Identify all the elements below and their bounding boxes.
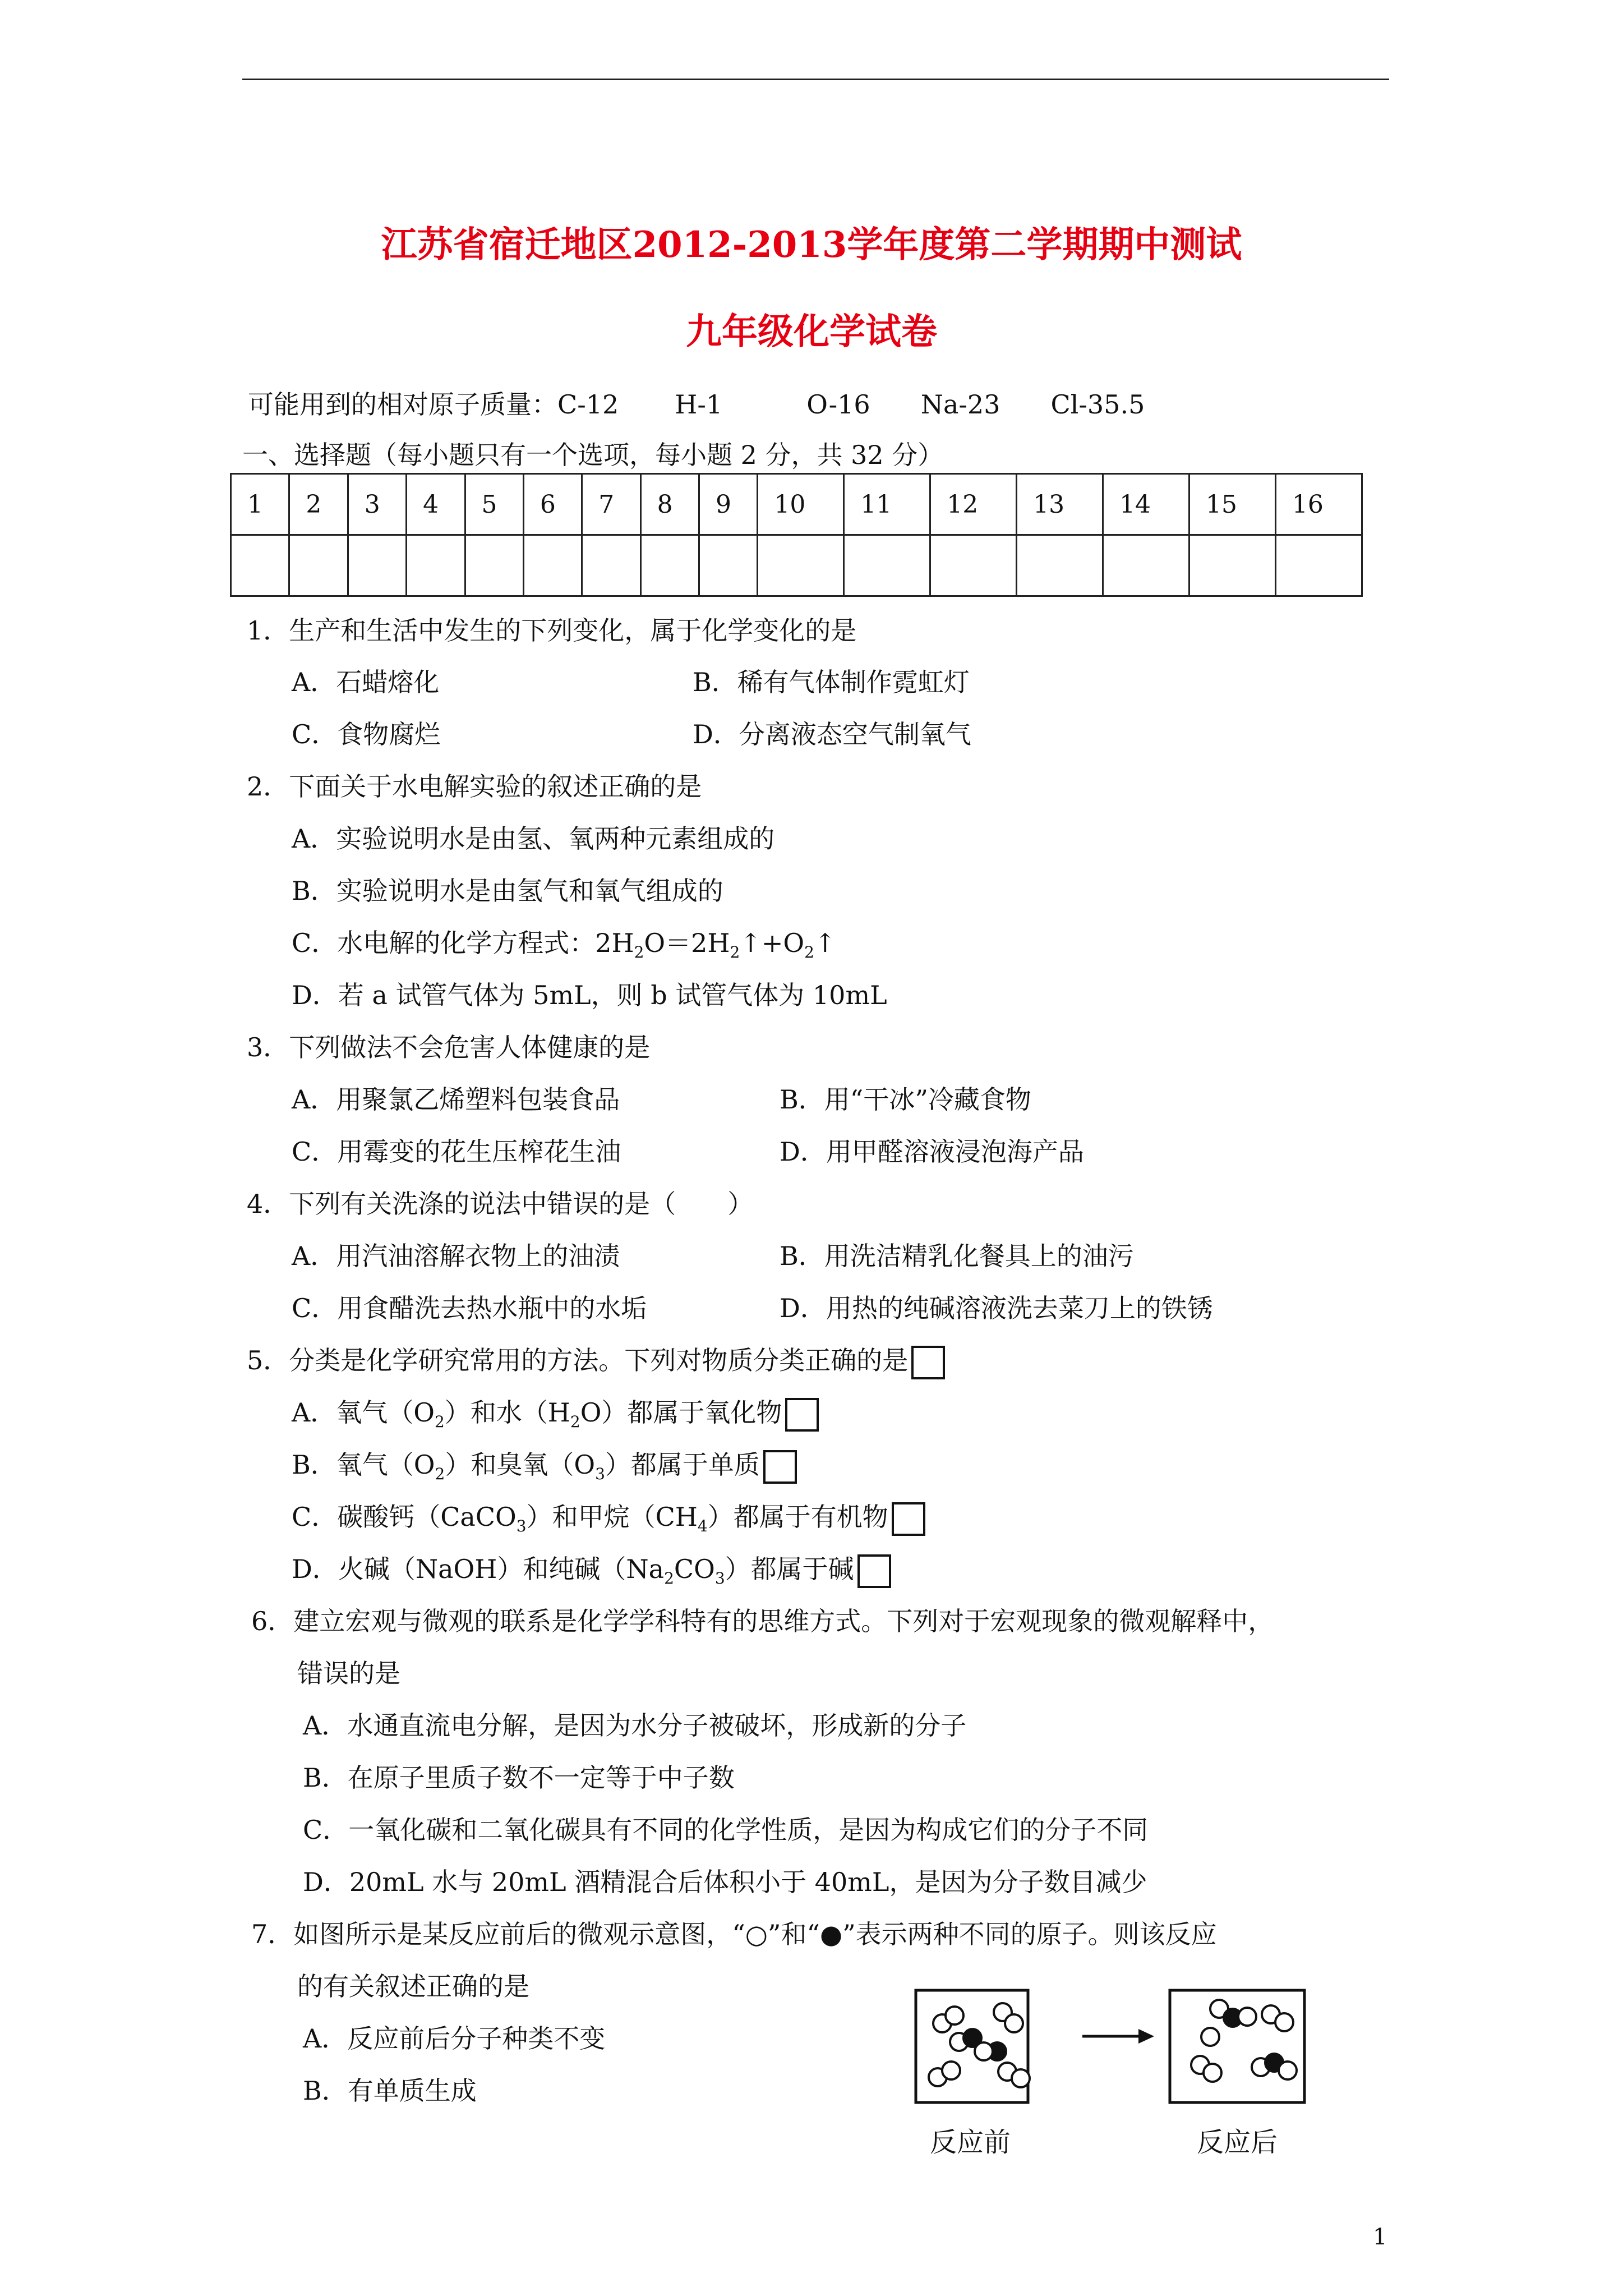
q3-option-c: C．用霉变的花生压榨花生油: [292, 1137, 621, 1167]
q1-option-b: B．稀有气体制作霓虹灯: [693, 667, 970, 697]
atomic-masses-label: 可能用到的相对原子质量：: [248, 389, 557, 420]
after-box: [1170, 1990, 1304, 2102]
subscript: 4: [697, 1517, 708, 1535]
q5-stem-text: 5．分类是化学研究常用的方法。下列对物质分类正确的是: [247, 1345, 909, 1375]
question-number: 7: [582, 474, 640, 535]
q2-option-d: D．若 a 试管气体为 5mL，则 b 试管气体为 10mL: [292, 980, 887, 1010]
q2-c-text: ↑+O: [740, 928, 805, 958]
subscript: 2: [664, 1569, 674, 1588]
q5-b-text: B．氧气（O: [292, 1450, 435, 1480]
q3-stem: 3．下列做法不会危害人体健康的是: [247, 1032, 651, 1062]
question-number: 5: [465, 474, 523, 535]
subscript: 2: [434, 1412, 445, 1431]
q1-option-c: C．食物腐烂: [292, 719, 441, 749]
answer-box: [911, 1346, 945, 1379]
question-number: 13: [1017, 474, 1103, 535]
before-label: 反应前: [929, 2128, 1011, 2157]
answer-cell[interactable]: [1189, 535, 1275, 596]
atomic-mass-na: Na-23: [920, 389, 1000, 420]
q1-option-a: A．石蜡熔化: [292, 667, 440, 697]
answer-cell[interactable]: [844, 535, 930, 596]
q5-a-text: O）都属于氧化物: [580, 1397, 782, 1428]
answer-cell[interactable]: [348, 535, 406, 596]
q2-option-a: A．实验说明水是由氢、氧两种元素组成的: [292, 823, 775, 854]
answer-cell[interactable]: [407, 535, 465, 596]
subscript: 3: [714, 1569, 725, 1588]
q5-b-text: ）都属于单质: [605, 1450, 760, 1480]
answer-cell[interactable]: [523, 535, 582, 596]
answer-number-row: [231, 474, 1362, 535]
q2-c-text: ↑: [814, 928, 836, 958]
q7-option-b: B．有单质生成: [303, 2076, 477, 2106]
q2-c-text: O＝2H: [644, 928, 730, 958]
q5-option-c: [292, 1497, 925, 1536]
question-number: 4: [407, 474, 465, 535]
q5-d-text: D．火碱（NaOH）和纯碱（Na: [292, 1554, 665, 1584]
atomic-mass-h: H-1: [675, 389, 723, 420]
section-heading: 一、选择题（每小题只有一个选项，每小题 2 分，共 32 分）: [242, 440, 944, 470]
q2-stem: 2．下面关于水电解实验的叙述正确的是: [247, 771, 702, 802]
q4-option-c: C．用食醋洗去热水瓶中的水垢: [292, 1293, 647, 1323]
q5-a-text: ）和水（H: [444, 1397, 570, 1428]
q2-option-b: B．实验说明水是由氢气和氧气组成的: [292, 876, 723, 906]
header-rule: [242, 79, 1389, 80]
q4-option-b: B．用洗洁精乳化餐具上的油污: [780, 1241, 1134, 1271]
question-number: 8: [640, 474, 699, 535]
answer-box: [785, 1398, 819, 1432]
q1-option-d: D．分离液态空气制氧气: [693, 719, 971, 749]
q1-stem: 1．生产和生活中发生的下列变化，属于化学变化的是: [247, 615, 857, 646]
subscript: 2: [570, 1412, 580, 1431]
q3-option-b: B．用“干冰”冷藏食物: [780, 1084, 1031, 1115]
exam-title: 江苏省宿迁地区2012-2013学年度第二学期期中测试: [381, 224, 1242, 266]
question-number: 2: [289, 474, 348, 535]
answer-cell[interactable]: [640, 535, 699, 596]
answer-cell[interactable]: [1103, 535, 1189, 596]
answer-box: [857, 1554, 891, 1588]
arrow-icon: [1082, 2029, 1154, 2044]
q5-a-text: A．氧气（O: [292, 1397, 435, 1428]
q5-d-text: ）都属于碱: [725, 1554, 854, 1584]
q7-stem: 7．如图所示是某反应前后的微观示意图，“○”和“●”表示两种不同的原子。则该反应: [251, 1919, 1217, 1949]
exam-subtitle: 九年级化学试卷: [686, 311, 937, 353]
answer-cell[interactable]: [582, 535, 640, 596]
atomic-mass-c: C-12: [557, 389, 619, 420]
q5-option-d: [292, 1549, 891, 1588]
answer-table: [230, 473, 1363, 597]
answer-cell[interactable]: [1017, 535, 1103, 596]
q6-option-c: C．一氧化碳和二氧化碳具有不同的化学性质，是因为构成它们的分子不同: [303, 1815, 1149, 1845]
q6-option-d: D．20mL 水与 20mL 酒精混合后体积小于 40mL，是因为分子数目减少: [303, 1867, 1147, 1897]
q6-option-a: A．水通直流电分解，是因为水分子被破坏，形成新的分子: [303, 1710, 967, 1741]
answer-cell[interactable]: [699, 535, 758, 596]
question-number: 3: [348, 474, 406, 535]
page-number: 1: [1373, 2224, 1387, 2250]
q5-c-text: C．碳酸钙（CaCO: [292, 1502, 517, 1532]
answer-box: [892, 1502, 925, 1536]
answer-cell[interactable]: [231, 535, 289, 596]
q4-stem: 4．下列有关洗涤的说法中错误的是（ ）: [247, 1189, 754, 1219]
q7-option-a: A．反应前后分子种类不变: [303, 2023, 606, 2054]
question-number: 16: [1275, 474, 1362, 535]
answer-cell[interactable]: [930, 535, 1017, 596]
answer-cell[interactable]: [289, 535, 348, 596]
q5-option-b: [292, 1444, 797, 1484]
q5-d-text: CO: [674, 1554, 715, 1584]
subscript: 3: [595, 1465, 605, 1483]
question-number: 11: [844, 474, 930, 535]
q5-c-text: ）和甲烷（CH: [526, 1502, 698, 1532]
reaction-diagram-svg: [914, 1989, 1318, 2168]
q3-option-d: D．用甲醛溶液浸泡海产品: [780, 1137, 1084, 1167]
question-number: 1: [231, 474, 289, 535]
q5-option-a: [292, 1392, 819, 1432]
answer-blank-row: [231, 535, 1362, 596]
atomic-mass-cl: Cl-35.5: [1050, 389, 1145, 420]
q2-c-text: C．水电解的化学方程式：2H: [292, 928, 634, 958]
q5-b-text: ）和臭氧（O: [445, 1450, 596, 1480]
atomic-masses: [248, 384, 1145, 421]
answer-cell[interactable]: [758, 535, 844, 596]
subscript: 2: [730, 943, 740, 961]
q6-stem: 6．建立宏观与微观的联系是化学学科特有的思维方式。下列对于宏观现象的微观解释中，: [251, 1606, 1274, 1636]
question-number: 6: [523, 474, 582, 535]
subscript: 3: [516, 1517, 527, 1535]
answer-box: [763, 1450, 797, 1484]
question-number: 14: [1103, 474, 1189, 535]
atomic-mass-o: O-16: [806, 389, 870, 420]
q2-option-c: [292, 923, 836, 961]
q4-option-a: A．用汽油溶解衣物上的油渍: [292, 1241, 620, 1271]
after-label: 反应后: [1196, 2128, 1278, 2157]
subscript: 2: [634, 943, 644, 961]
answer-cell[interactable]: [465, 535, 523, 596]
q3-option-a: A．用聚氯乙烯塑料包装食品: [292, 1084, 620, 1115]
subscript: 2: [804, 943, 814, 961]
q6-option-b: B．在原子里质子数不一定等于中子数: [303, 1763, 735, 1793]
question-number: 9: [699, 474, 758, 535]
q5-c-text: ）都属于有机物: [707, 1502, 888, 1532]
reaction-diagram: [914, 1989, 1318, 2170]
question-number: 15: [1189, 474, 1275, 535]
answer-cell[interactable]: [1275, 535, 1362, 596]
q6-stem-cont: 错误的是: [297, 1658, 400, 1688]
q5-stem: [247, 1340, 945, 1379]
question-number: 12: [930, 474, 1017, 535]
q7-stem-cont: 的有关叙述正确的是: [297, 1971, 529, 2001]
question-number: 10: [758, 474, 844, 535]
q4-option-d: D．用热的纯碱溶液洗去菜刀上的铁锈: [780, 1293, 1213, 1323]
subscript: 2: [435, 1465, 445, 1483]
